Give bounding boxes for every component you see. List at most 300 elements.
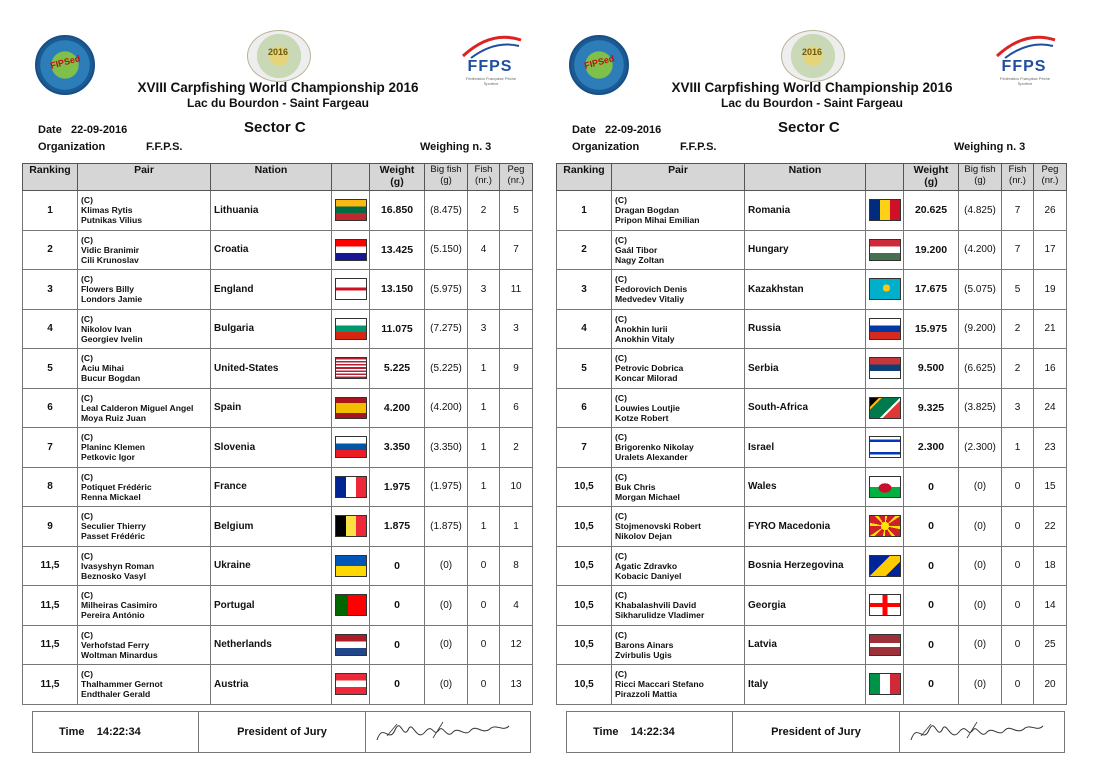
table-row — [23, 191, 533, 231]
table-row — [557, 586, 1067, 626]
footer-box — [32, 711, 531, 753]
nation-cell: France — [211, 467, 332, 507]
nation-cell: Kazakhstan — [745, 270, 866, 310]
peg-cell: 25 — [1034, 625, 1067, 665]
big-fish-cell: (6.625) — [959, 349, 1002, 389]
flag-cell — [332, 625, 370, 665]
nation-cell: Bulgaria — [211, 309, 332, 349]
col-big-fish: Big fish (g) — [959, 164, 1002, 191]
peg-cell: 23 — [1034, 428, 1067, 468]
signature-icon — [907, 718, 1047, 753]
flag-cell — [866, 507, 904, 547]
flag-cell — [332, 428, 370, 468]
flag-cell — [866, 665, 904, 705]
flag-cell — [866, 467, 904, 507]
table-header-row — [557, 164, 1067, 191]
time-label: Time — [593, 726, 619, 738]
weight-cell: 11.075 — [370, 309, 425, 349]
fish-count-cell: 1 — [1002, 428, 1034, 468]
big-fish-cell: (5.150) — [425, 230, 468, 270]
col-big-fish: Big fish (g) — [425, 164, 468, 191]
big-fish-cell: (3.350) — [425, 428, 468, 468]
slovenia-flag-icon — [335, 436, 367, 458]
col-nation: Nation — [745, 164, 866, 191]
weight-cell: 17.675 — [904, 270, 959, 310]
table-row — [23, 270, 533, 310]
peg-cell: 5 — [500, 191, 533, 231]
fish-count-cell: 5 — [1002, 270, 1034, 310]
table-row — [23, 546, 533, 586]
peg-cell: 18 — [1034, 546, 1067, 586]
organization-label: Organization — [38, 141, 106, 153]
serbia-flag-icon — [869, 357, 901, 379]
ranking-cell: 1 — [23, 191, 78, 231]
pair-cell: (C) Stojmenovski Robert Nikolov Dejan — [612, 507, 745, 547]
fish-count-cell: 2 — [468, 191, 500, 231]
ranking-cell: 4 — [557, 309, 612, 349]
ranking-cell: 7 — [23, 428, 78, 468]
ranking-cell: 6 — [23, 388, 78, 428]
ranking-cell: 10,5 — [557, 665, 612, 705]
ffps-logo-icon — [993, 34, 1058, 86]
ranking-cell: 2 — [557, 230, 612, 270]
nation-cell: South-Africa — [745, 388, 866, 428]
peg-cell: 16 — [1034, 349, 1067, 389]
netherlands-flag-icon — [335, 634, 367, 656]
peg-cell: 19 — [1034, 270, 1067, 310]
fish-count-cell: 7 — [1002, 191, 1034, 231]
nation-cell: Latvia — [745, 625, 866, 665]
italy-flag-icon — [869, 673, 901, 695]
nation-cell: Slovenia — [211, 428, 332, 468]
austria-flag-icon — [335, 673, 367, 695]
big-fish-cell: (1.875) — [425, 507, 468, 547]
ranking-cell: 10,5 — [557, 467, 612, 507]
pair-cell: (C) Dragan Bogdan Pripon Mihai Emilian — [612, 191, 745, 231]
table-row — [557, 270, 1067, 310]
weighing-number: Weighing n. 3 — [954, 141, 1026, 153]
table-row — [557, 349, 1067, 389]
ranking-cell: 11,5 — [23, 546, 78, 586]
latvia-flag-icon — [869, 634, 901, 656]
pair-cell: (C) Flowers Billy Londors Jamie — [78, 270, 211, 310]
col-weight: Weight (g) — [370, 164, 425, 191]
col-pair: Pair — [612, 164, 745, 191]
fish-count-cell: 0 — [1002, 665, 1034, 705]
weight-cell: 13.150 — [370, 270, 425, 310]
time-value: 14:22:34 — [630, 726, 675, 738]
ranking-cell: 10,5 — [557, 586, 612, 626]
big-fish-cell: (2.300) — [959, 428, 1002, 468]
ffps-logo-icon — [459, 34, 524, 86]
sector-title: Sector C — [778, 119, 840, 136]
russia-flag-icon — [869, 318, 901, 340]
big-fish-cell: (5.225) — [425, 349, 468, 389]
pair-cell: (C) Aciu Mihai Bucur Bogdan — [78, 349, 211, 389]
nation-cell: Wales — [745, 467, 866, 507]
peg-cell: 24 — [1034, 388, 1067, 428]
table-row — [557, 625, 1067, 665]
big-fish-cell: (4.200) — [425, 388, 468, 428]
col-ranking: Ranking — [23, 164, 78, 191]
big-fish-cell: (0) — [959, 507, 1002, 547]
ranking-cell: 3 — [23, 270, 78, 310]
hungary-flag-icon — [869, 239, 901, 261]
time-cell — [567, 712, 733, 752]
flag-cell — [866, 586, 904, 626]
peg-cell: 8 — [500, 546, 533, 586]
ffps-logo-text: FFPS — [467, 58, 513, 75]
flag-cell — [866, 309, 904, 349]
kazakhstan-flag-icon — [869, 278, 901, 300]
col-nation: Nation — [211, 164, 332, 191]
big-fish-cell: (0) — [959, 665, 1002, 705]
ranking-cell: 6 — [557, 388, 612, 428]
big-fish-cell: (9.200) — [959, 309, 1002, 349]
fish-count-cell: 0 — [1002, 546, 1034, 586]
flag-cell — [866, 230, 904, 270]
col-ranking: Ranking — [557, 164, 612, 191]
event-subtitle: Lac du Bourdon - Saint Fargeau — [720, 96, 903, 110]
peg-cell: 22 — [1034, 507, 1067, 547]
ranking-cell: 5 — [557, 349, 612, 389]
peg-cell: 20 — [1034, 665, 1067, 705]
flag-cell — [332, 507, 370, 547]
nation-cell: Israel — [745, 428, 866, 468]
weight-cell: 0 — [370, 625, 425, 665]
weight-cell: 2.300 — [904, 428, 959, 468]
pair-cell: (C) Seculier Thierry Passet Frédéric — [78, 507, 211, 547]
organization-label: Organization — [572, 141, 640, 153]
georgia-flag-icon — [869, 594, 901, 616]
lithuania-flag-icon — [335, 199, 367, 221]
weight-cell: 0 — [904, 625, 959, 665]
flag-cell — [866, 191, 904, 231]
peg-cell: 11 — [500, 270, 533, 310]
nation-cell: Croatia — [211, 230, 332, 270]
nation-cell: Austria — [211, 665, 332, 705]
table-row — [23, 388, 533, 428]
big-fish-cell: (4.825) — [959, 191, 1002, 231]
ranking-cell: 7 — [557, 428, 612, 468]
date-value: 22-09-2016 — [605, 124, 662, 136]
flag-cell — [866, 388, 904, 428]
peg-cell: 10 — [500, 467, 533, 507]
spain-flag-icon — [335, 397, 367, 419]
fish-count-cell: 0 — [1002, 625, 1034, 665]
weight-cell: 0 — [370, 586, 425, 626]
nation-cell: United-States — [211, 349, 332, 389]
fish-count-cell: 1 — [468, 467, 500, 507]
weight-cell: 19.200 — [904, 230, 959, 270]
col-weight: Weight (g) — [904, 164, 959, 191]
fish-count-cell: 0 — [1002, 586, 1034, 626]
results-sheet-right — [556, 0, 1068, 778]
pair-cell: (C) Anokhin Iurii Anokhin Vitaly — [612, 309, 745, 349]
fish-count-cell: 1 — [468, 349, 500, 389]
flag-cell — [332, 586, 370, 626]
table-row — [23, 349, 533, 389]
footer-box — [566, 711, 1065, 753]
fish-count-cell: 7 — [1002, 230, 1034, 270]
pair-cell: (C) Vidic Branimir Cili Krunoslav — [78, 230, 211, 270]
col-pair: Pair — [78, 164, 211, 191]
table-row — [557, 191, 1067, 231]
big-fish-cell: (8.475) — [425, 191, 468, 231]
ranking-cell: 3 — [557, 270, 612, 310]
fish-count-cell: 1 — [468, 507, 500, 547]
ranking-cell: 8 — [23, 467, 78, 507]
table-row — [23, 309, 533, 349]
peg-cell: 6 — [500, 388, 533, 428]
big-fish-cell: (0) — [425, 546, 468, 586]
ranking-cell: 11,5 — [23, 586, 78, 626]
pair-cell: (C) Nikolov Ivan Georgiev Ivelin — [78, 309, 211, 349]
nation-cell: England — [211, 270, 332, 310]
date-value: 22-09-2016 — [71, 124, 128, 136]
pair-cell: (C) Petrovic Dobrica Koncar Milorad — [612, 349, 745, 389]
table-row — [23, 586, 533, 626]
big-fish-cell: (0) — [959, 467, 1002, 507]
pair-cell: (C) Milheiras Casimiro Pereira António — [78, 586, 211, 626]
big-fish-cell: (3.825) — [959, 388, 1002, 428]
nation-cell: Romania — [745, 191, 866, 231]
ffps-logo-subtext: Fédération Française Pêche Sportive — [465, 76, 517, 86]
big-fish-cell: (0) — [959, 546, 1002, 586]
championship-logo-icon: 2016 — [247, 30, 311, 82]
big-fish-cell: (4.200) — [959, 230, 1002, 270]
fish-count-cell: 1 — [468, 388, 500, 428]
col-flag — [866, 164, 904, 191]
time-label: Time — [59, 726, 85, 738]
flag-cell — [332, 665, 370, 705]
event-title: XVIII Carpfishing World Championship 2016 — [671, 80, 953, 95]
ranking-cell: 10,5 — [557, 625, 612, 665]
president-label: President of Jury — [733, 712, 900, 752]
big-fish-cell: (0) — [959, 625, 1002, 665]
ranking-cell: 4 — [23, 309, 78, 349]
bosnia-flag-icon — [869, 555, 901, 577]
results-table — [22, 163, 533, 705]
flag-cell — [332, 467, 370, 507]
pair-cell: (C) Ricci Maccari Stefano Pirazzoli Mattia — [612, 665, 745, 705]
ranking-cell: 10,5 — [557, 546, 612, 586]
table-row — [23, 230, 533, 270]
ukraine-flag-icon — [335, 555, 367, 577]
fish-count-cell: 4 — [468, 230, 500, 270]
table-row — [557, 665, 1067, 705]
weight-cell: 0 — [904, 507, 959, 547]
pair-cell: (C) Klimas Rytis Putnikas Vilius — [78, 191, 211, 231]
nation-cell: Italy — [745, 665, 866, 705]
pair-cell: (C) Potiquet Frédéric Renna Mickael — [78, 467, 211, 507]
weight-cell: 0 — [904, 665, 959, 705]
flag-cell — [866, 428, 904, 468]
peg-cell: 14 — [1034, 586, 1067, 626]
nation-cell: Spain — [211, 388, 332, 428]
flag-cell — [866, 546, 904, 586]
organization-value: F.F.P.S. — [680, 141, 717, 153]
date-label: Date 22-09-2016 — [38, 124, 128, 136]
weight-cell: 1.975 — [370, 467, 425, 507]
nation-cell: Portugal — [211, 586, 332, 626]
table-row — [557, 309, 1067, 349]
israel-flag-icon — [869, 436, 901, 458]
france-flag-icon — [335, 476, 367, 498]
big-fish-cell: (0) — [425, 625, 468, 665]
pair-cell: (C) Khabalashvili David Sikharulidze Vladimer — [612, 586, 745, 626]
belgium-flag-icon — [335, 515, 367, 537]
fish-count-cell: 0 — [1002, 467, 1034, 507]
ranking-cell: 11,5 — [23, 625, 78, 665]
macedonia-flag-icon — [869, 515, 901, 537]
peg-cell: 4 — [500, 586, 533, 626]
president-label: President of Jury — [199, 712, 366, 752]
time-cell — [33, 712, 199, 752]
ranking-cell: 9 — [23, 507, 78, 547]
fish-count-cell: 3 — [468, 270, 500, 310]
flag-cell — [332, 309, 370, 349]
table-row — [23, 665, 533, 705]
table-row — [557, 230, 1067, 270]
table-row — [23, 428, 533, 468]
table-row — [557, 507, 1067, 547]
pair-cell: (C) Buk Chris Morgan Michael — [612, 467, 745, 507]
bulgaria-flag-icon — [335, 318, 367, 340]
nation-cell: Hungary — [745, 230, 866, 270]
pair-cell: (C) Planinc Klemen Petkovic Igor — [78, 428, 211, 468]
romania-flag-icon — [869, 199, 901, 221]
ffps-logo-text: FFPS — [1001, 58, 1047, 75]
ranking-cell: 11,5 — [23, 665, 78, 705]
nation-cell: Lithuania — [211, 191, 332, 231]
pair-cell: (C) Ivasyshyn Roman Beznosko Vasyl — [78, 546, 211, 586]
weight-cell: 0 — [370, 546, 425, 586]
fish-count-cell: 1 — [468, 428, 500, 468]
peg-cell: 13 — [500, 665, 533, 705]
col-fish: Fish (nr.) — [468, 164, 500, 191]
federation-logo-icon: FIPSed — [569, 35, 629, 95]
weight-cell: 13.425 — [370, 230, 425, 270]
peg-cell: 1 — [500, 507, 533, 547]
results-table — [556, 163, 1067, 705]
table-header-row — [23, 164, 533, 191]
weight-cell: 20.625 — [904, 191, 959, 231]
pair-cell: (C) Thalhammer Gernot Endthaler Gerald — [78, 665, 211, 705]
table-row — [557, 546, 1067, 586]
flag-cell — [332, 388, 370, 428]
weight-cell: 1.875 — [370, 507, 425, 547]
fish-count-cell: 0 — [468, 625, 500, 665]
peg-cell: 2 — [500, 428, 533, 468]
flag-cell — [866, 349, 904, 389]
table-row — [23, 467, 533, 507]
fish-count-cell: 3 — [468, 309, 500, 349]
col-peg: Peg (nr.) — [1034, 164, 1067, 191]
big-fish-cell: (1.975) — [425, 467, 468, 507]
signature-icon — [373, 718, 513, 753]
nation-cell: Georgia — [745, 586, 866, 626]
fish-count-cell: 2 — [1002, 309, 1034, 349]
big-fish-cell: (0) — [425, 586, 468, 626]
pair-cell: (C) Leal Calderon Miguel Angel Moya Ruiz Juan — [78, 388, 211, 428]
pair-cell: (C) Verhofstad Ferry Woltman Minardus — [78, 625, 211, 665]
ffps-logo-subtext: Fédération Française Pêche Sportive — [999, 76, 1051, 86]
peg-cell: 9 — [500, 349, 533, 389]
championship-logo-icon: 2016 — [781, 30, 845, 82]
peg-cell: 15 — [1034, 467, 1067, 507]
peg-cell: 17 — [1034, 230, 1067, 270]
big-fish-cell: (0) — [959, 586, 1002, 626]
federation-logo-icon: FIPSed — [35, 35, 95, 95]
flag-cell — [866, 625, 904, 665]
wales-flag-icon — [869, 476, 901, 498]
flag-cell — [332, 191, 370, 231]
table-row — [557, 388, 1067, 428]
flag-cell — [332, 349, 370, 389]
weight-cell: 16.850 — [370, 191, 425, 231]
croatia-flag-icon — [335, 239, 367, 261]
peg-cell: 7 — [500, 230, 533, 270]
fish-count-cell: 0 — [1002, 507, 1034, 547]
fish-count-cell: 0 — [468, 586, 500, 626]
nation-cell: Ukraine — [211, 546, 332, 586]
portugal-flag-icon — [335, 594, 367, 616]
results-sheet-left — [22, 0, 534, 778]
table-row — [23, 625, 533, 665]
time-value: 14:22:34 — [96, 726, 141, 738]
organization-value: F.F.P.S. — [146, 141, 183, 153]
pair-cell: (C) Barons Ainars Zvirbulis Ugis — [612, 625, 745, 665]
pair-cell: (C) Gaál Tibor Nagy Zoltan — [612, 230, 745, 270]
peg-cell: 12 — [500, 625, 533, 665]
col-peg: Peg (nr.) — [500, 164, 533, 191]
table-row — [557, 467, 1067, 507]
flag-cell — [332, 270, 370, 310]
pair-cell: (C) Fedorovich Denis Medvedev Vitaliy — [612, 270, 745, 310]
pair-cell: (C) Agatic Zdravko Kobacic Daniyel — [612, 546, 745, 586]
flag-cell — [332, 546, 370, 586]
weight-cell: 4.200 — [370, 388, 425, 428]
peg-cell: 26 — [1034, 191, 1067, 231]
ranking-cell: 10,5 — [557, 507, 612, 547]
sector-title: Sector C — [244, 119, 306, 136]
weight-cell: 0 — [904, 467, 959, 507]
nation-cell: Netherlands — [211, 625, 332, 665]
nation-cell: FYRO Macedonia — [745, 507, 866, 547]
weight-cell: 9.325 — [904, 388, 959, 428]
fish-count-cell: 0 — [468, 665, 500, 705]
nation-cell: Bosnia Herzegovina — [745, 546, 866, 586]
weight-cell: 0 — [904, 586, 959, 626]
nation-cell: Belgium — [211, 507, 332, 547]
weight-cell: 0 — [904, 546, 959, 586]
weight-cell: 5.225 — [370, 349, 425, 389]
ranking-cell: 5 — [23, 349, 78, 389]
big-fish-cell: (5.975) — [425, 270, 468, 310]
nation-cell: Serbia — [745, 349, 866, 389]
col-flag — [332, 164, 370, 191]
big-fish-cell: (0) — [425, 665, 468, 705]
ranking-cell: 1 — [557, 191, 612, 231]
weighing-number: Weighing n. 3 — [420, 141, 492, 153]
fish-count-cell: 2 — [1002, 349, 1034, 389]
table-row — [23, 507, 533, 547]
weight-cell: 0 — [370, 665, 425, 705]
peg-cell: 3 — [500, 309, 533, 349]
peg-cell: 21 — [1034, 309, 1067, 349]
nation-cell: Russia — [745, 309, 866, 349]
